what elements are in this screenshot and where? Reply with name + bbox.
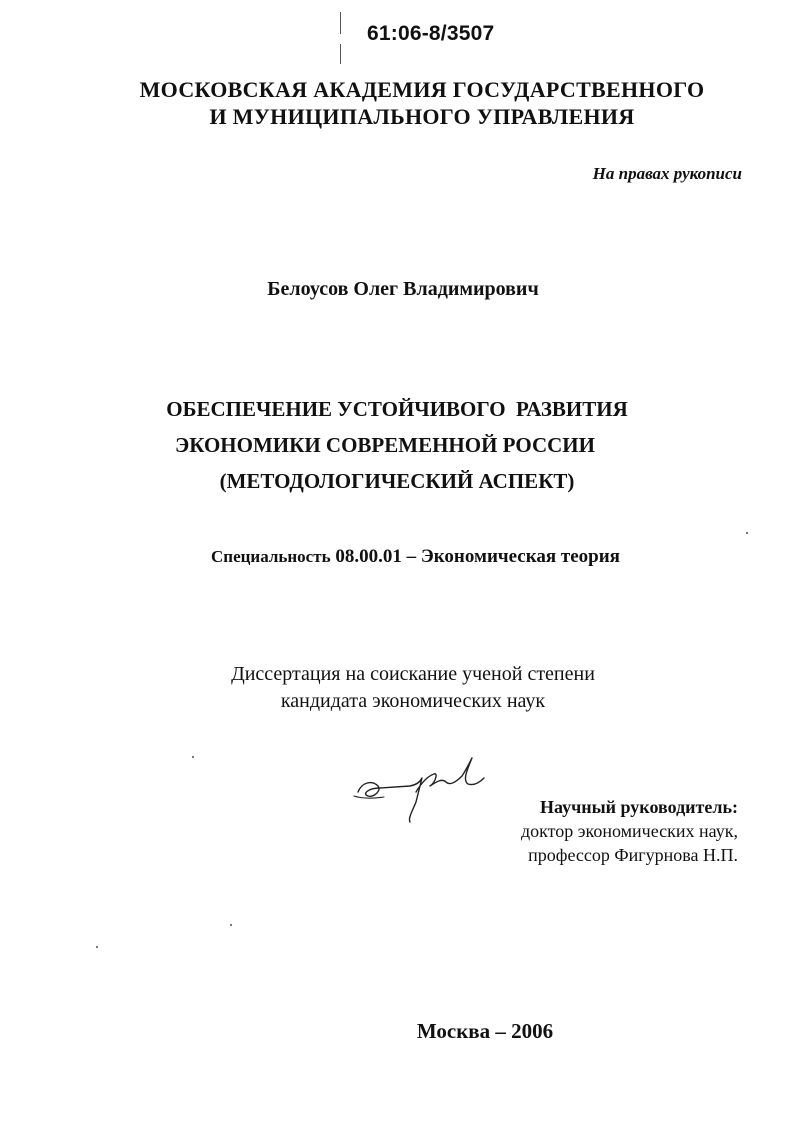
supervisor-label: Научный руководитель:: [540, 797, 738, 817]
title-line-1: ОБЕСПЕЧЕНИЕ УСТОЙЧИВОГО РАЗВИТИЯ: [166, 397, 628, 421]
place-year: Москва – 2006: [416, 1019, 554, 1043]
specialty-value: 08.00.01 – Экономическая теория: [335, 546, 620, 567]
dissertation-title: [0, 391, 794, 499]
degree-line-1: Диссертация на соискание ученой степени: [231, 663, 595, 685]
catalog-number: 61:06-8/3507: [367, 22, 495, 45]
scan-speck: [230, 924, 232, 926]
scan-mark-top: [340, 12, 341, 34]
degree-statement: [0, 661, 794, 715]
scan-speck: [96, 946, 98, 948]
author-name: Белоусов Олег Владимирович: [267, 278, 539, 300]
specialty-label: Специальность: [211, 547, 331, 566]
signature-image: [350, 752, 490, 827]
title-line-2: ЭКОНОМИКИ СОВРЕМЕННОЙ РОССИИ: [175, 433, 595, 457]
title-line-3: (МЕТОДОЛОГИЧЕСКИЙ АСПЕКТ): [219, 469, 575, 493]
institution-line-1: МОСКОВСКАЯ АКАДЕМИЯ ГОСУДАРСТВЕННОГО: [139, 77, 705, 102]
supervisor-title: доктор экономических наук,: [521, 821, 738, 841]
supervisor-block: [521, 795, 738, 867]
supervisor-name: профессор Фигурнова Н.П.: [528, 845, 738, 865]
institution-line-2: И МУНИЦИПАЛЬНОГО УПРАВЛЕНИЯ: [209, 104, 635, 129]
degree-line-2: кандидата экономических наук: [280, 690, 546, 712]
scan-speck: [746, 532, 748, 534]
scan-speck: [192, 756, 194, 758]
rights-notice: На правах рукописи: [592, 164, 742, 183]
institution-name: [0, 76, 794, 130]
scan-mark-bottom: [340, 44, 341, 64]
specialty: [211, 546, 620, 568]
